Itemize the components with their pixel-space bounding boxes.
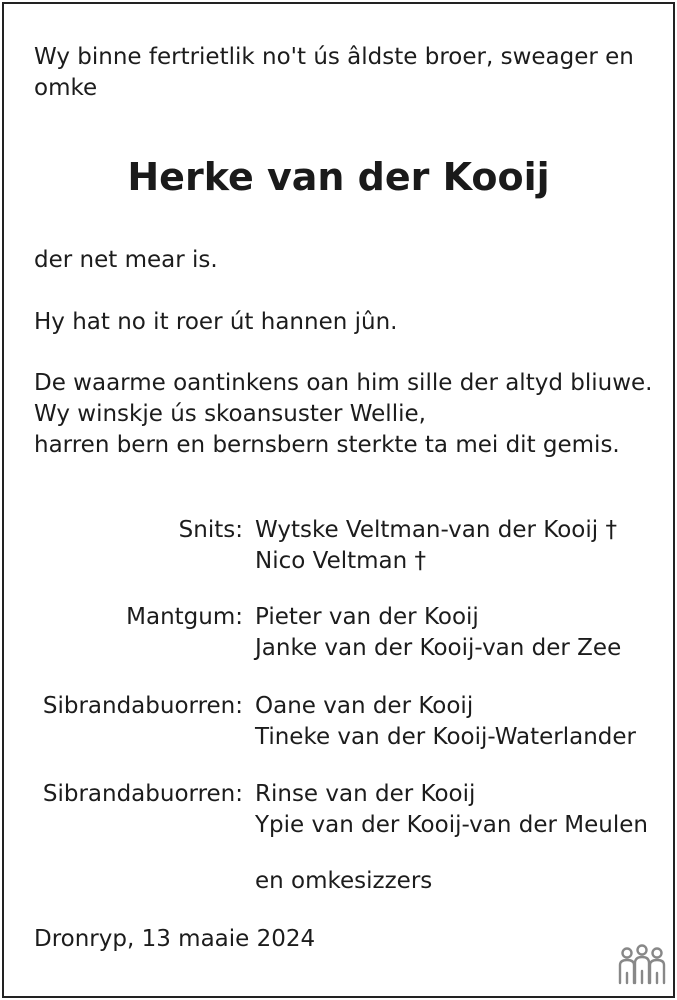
place-date: Dronryp, 13 maaie 2024 (34, 926, 316, 952)
deceased-name: Herke van der Kooij (127, 155, 550, 199)
paragraph-line: Wy winskje ús skoansuster Wellie, (34, 401, 426, 427)
family-place: Sibrandabuorren: (42, 781, 243, 807)
family-member: Nico Veltman † (255, 548, 427, 574)
family-member: Oane van der Kooij (255, 693, 474, 719)
family-member: Tineke van der Kooij-Waterlander (255, 724, 637, 750)
family-member: Rinse van der Kooij (255, 781, 476, 807)
intro-text (34, 42, 634, 104)
paragraph-3 (34, 368, 652, 461)
extra-relatives: en omkesizzers (255, 868, 433, 894)
paragraph-1: der net mear is. (34, 247, 218, 273)
family-place: Mantgum: (126, 604, 243, 630)
family-names (255, 691, 636, 753)
intro-line: omke (34, 75, 98, 101)
paragraph-line: De waarme oantinkens oan him sille der altyd bliuwe. (34, 370, 653, 396)
family-member: Wytske Veltman-van der Kooij † (255, 517, 617, 543)
family-member: Pieter van der Kooij (255, 604, 479, 630)
family-place: Snits: (178, 517, 243, 543)
intro-line: Wy binne fertrietlik no't ús âldste broer, sweager en (34, 44, 634, 70)
family-member: Ypie van der Kooij-van der Meulen (255, 812, 648, 838)
paragraph-line: harren bern en bernsbern sterkte ta mei dit gemis. (34, 432, 620, 458)
paragraph-2: Hy hat no it roer út hannen jûn. (34, 309, 398, 335)
family-member: Janke van der Kooij-van der Zee (255, 635, 622, 661)
family-people-icon (617, 943, 667, 987)
family-names (255, 602, 621, 664)
family-place: Sibrandabuorren: (42, 693, 243, 719)
family-names (255, 779, 648, 841)
family-names (255, 515, 617, 577)
